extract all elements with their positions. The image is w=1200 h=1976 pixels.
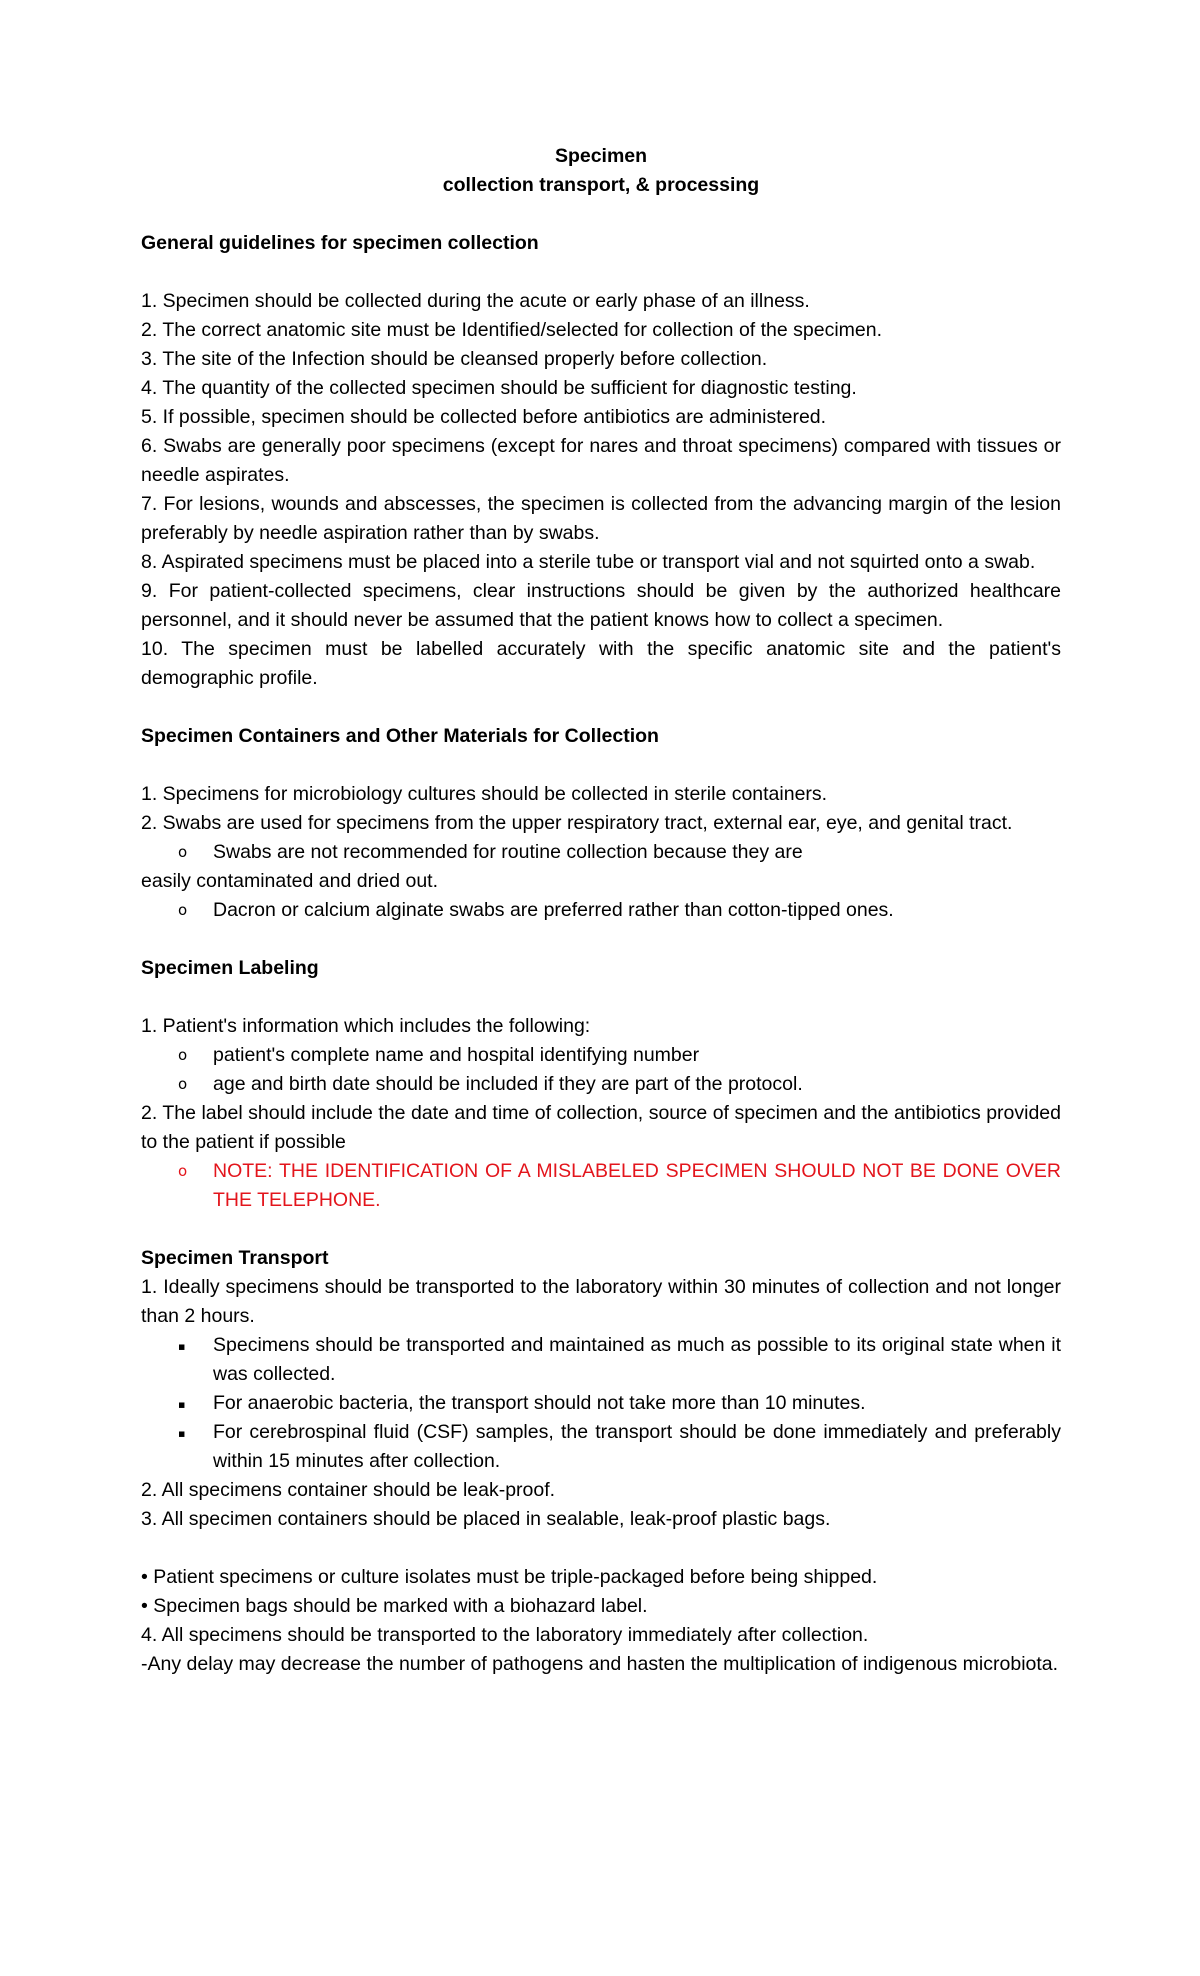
- square-bullet-icon: ▪: [178, 1398, 186, 1411]
- square-bullet-icon: ▪: [178, 1340, 186, 1353]
- transport-bullet-1: • Patient specimens or culture isolates must be triple-packaged before being shipped.: [141, 1566, 878, 1588]
- transport-item-1: 1. Ideally specimens should be transported to the laboratory within 30 minutes of collection and not longer than 2 hours.: [141, 1276, 1061, 1327]
- labeling-item-1: 1. Patient's information which includes the following:: [141, 1015, 591, 1037]
- containers-subitem-1: [141, 838, 1061, 867]
- labeling-subitem-2: [141, 1070, 1061, 1099]
- general-item-5: 5. If possible, specimen should be collected before antibiotics are administered.: [141, 406, 827, 428]
- circle-bullet-icon: o: [178, 1046, 188, 1064]
- spacer: [141, 925, 1061, 954]
- circle-bullet-icon: o: [178, 901, 188, 919]
- transport-heading: Specimen Transport: [141, 1247, 329, 1269]
- spacer: [141, 693, 1061, 722]
- containers-subitem-2-text: Dacron or calcium alginate swabs are preferred rather than cotton-tipped ones.: [213, 899, 894, 921]
- document-body: [141, 142, 1061, 1679]
- spacer: [141, 1215, 1061, 1244]
- circle-bullet-icon: o: [178, 1075, 188, 1093]
- transport-delay-note: -Any delay may decrease the number of pathogens and hasten the multiplication of indigenous microbiota.: [141, 1653, 1059, 1675]
- general-item-6: 6. Swabs are generally poor specimens (except for nares and throat specimens) compared with tissues or needle aspirates.: [141, 435, 1061, 486]
- square-bullet-icon: ▪: [178, 1427, 186, 1440]
- transport-subitem-3: [141, 1418, 1061, 1476]
- general-item-8: 8. Aspirated specimens must be placed into a sterile tube or transport vial and not squirted onto a swab.: [141, 551, 1036, 573]
- circle-bullet-icon: o: [178, 1162, 188, 1180]
- containers-item-2: 2. Swabs are used for specimens from the upper respiratory tract, external ear, eye, and genital tract.: [141, 812, 1013, 834]
- circle-bullet-icon: o: [178, 843, 188, 861]
- general-item-9: 9. For patient-collected specimens, clear instructions should be given by the authorized healthcare personnel, and it should never be assumed that the patient knows how to collect a specimen.: [141, 580, 1061, 631]
- spacer: [141, 200, 1061, 229]
- containers-subitem-2: [141, 896, 1061, 925]
- general-item-7: 7. For lesions, wounds and abscesses, the specimen is collected from the advancing margin of the lesion preferably by needle aspiration rather than by swabs.: [141, 493, 1061, 544]
- transport-item-2: 2. All specimens container should be leak-proof.: [141, 1479, 556, 1501]
- spacer: [141, 258, 1061, 287]
- transport-subitem-2: [141, 1389, 1061, 1418]
- transport-subitem-2-text: For anaerobic bacteria, the transport should not take more than 10 minutes.: [213, 1392, 866, 1414]
- labeling-subitem-1: [141, 1041, 1061, 1070]
- spacer: [141, 983, 1061, 1012]
- labeling-item-2: 2. The label should include the date and time of collection, source of specimen and the antibiotics provided to the patient if possible: [141, 1102, 1061, 1153]
- general-item-10: 10. The specimen must be labelled accurately with the specific anatomic site and the patient's demographic profile.: [141, 638, 1061, 689]
- transport-item-3: 3. All specimen containers should be placed in sealable, leak-proof plastic bags.: [141, 1508, 831, 1530]
- transport-item-4: 4. All specimens should be transported to the laboratory immediately after collection.: [141, 1624, 869, 1646]
- document-title-line-1: Specimen: [554, 145, 648, 167]
- transport-subitem-1: [141, 1331, 1061, 1389]
- general-item-4: 4. The quantity of the collected specimen should be sufficient for diagnostic testing.: [141, 377, 857, 399]
- containers-subitem-1-text: Swabs are not recommended for routine collection because they are: [213, 841, 803, 863]
- labeling-subitem-1-text: patient's complete name and hospital identifying number: [213, 1044, 700, 1066]
- general-item-2: 2. The correct anatomic site must be Identified/selected for collection of the specimen.: [141, 319, 883, 341]
- labeling-subitem-2-text: age and birth date should be included if they are part of the protocol.: [213, 1073, 803, 1095]
- general-guidelines-heading: General guidelines for specimen collection: [141, 232, 539, 254]
- transport-bullet-2: • Specimen bags should be marked with a biohazard label.: [141, 1595, 648, 1617]
- transport-subitem-1-text: Specimens should be transported and maintained as much as possible to its original state when it was collected.: [213, 1334, 1061, 1385]
- containers-subitem-1-continuation: easily contaminated and dried out.: [141, 870, 439, 892]
- containers-heading: Specimen Containers and Other Materials for Collection: [141, 725, 659, 747]
- general-item-1: 1. Specimen should be collected during the acute or early phase of an illness.: [141, 290, 810, 312]
- labeling-note: [141, 1157, 1061, 1215]
- containers-item-1: 1. Specimens for microbiology cultures should be collected in sterile containers.: [141, 783, 828, 805]
- general-item-3: 3. The site of the Infection should be cleansed properly before collection.: [141, 348, 768, 370]
- document-title-line-2: collection transport, & processing: [442, 174, 760, 196]
- spacer: [141, 751, 1061, 780]
- transport-subitem-3-text: For cerebrospinal fluid (CSF) samples, the transport should be done immediately and preferably within 15 minutes after collection.: [213, 1421, 1061, 1472]
- labeling-heading: Specimen Labeling: [141, 957, 319, 979]
- spacer: [141, 1534, 1061, 1563]
- labeling-note-text: NOTE: THE IDENTIFICATION OF A MISLABELED SPECIMEN SHOULD NOT BE DONE OVER THE TELEPHONE.: [213, 1160, 1061, 1211]
